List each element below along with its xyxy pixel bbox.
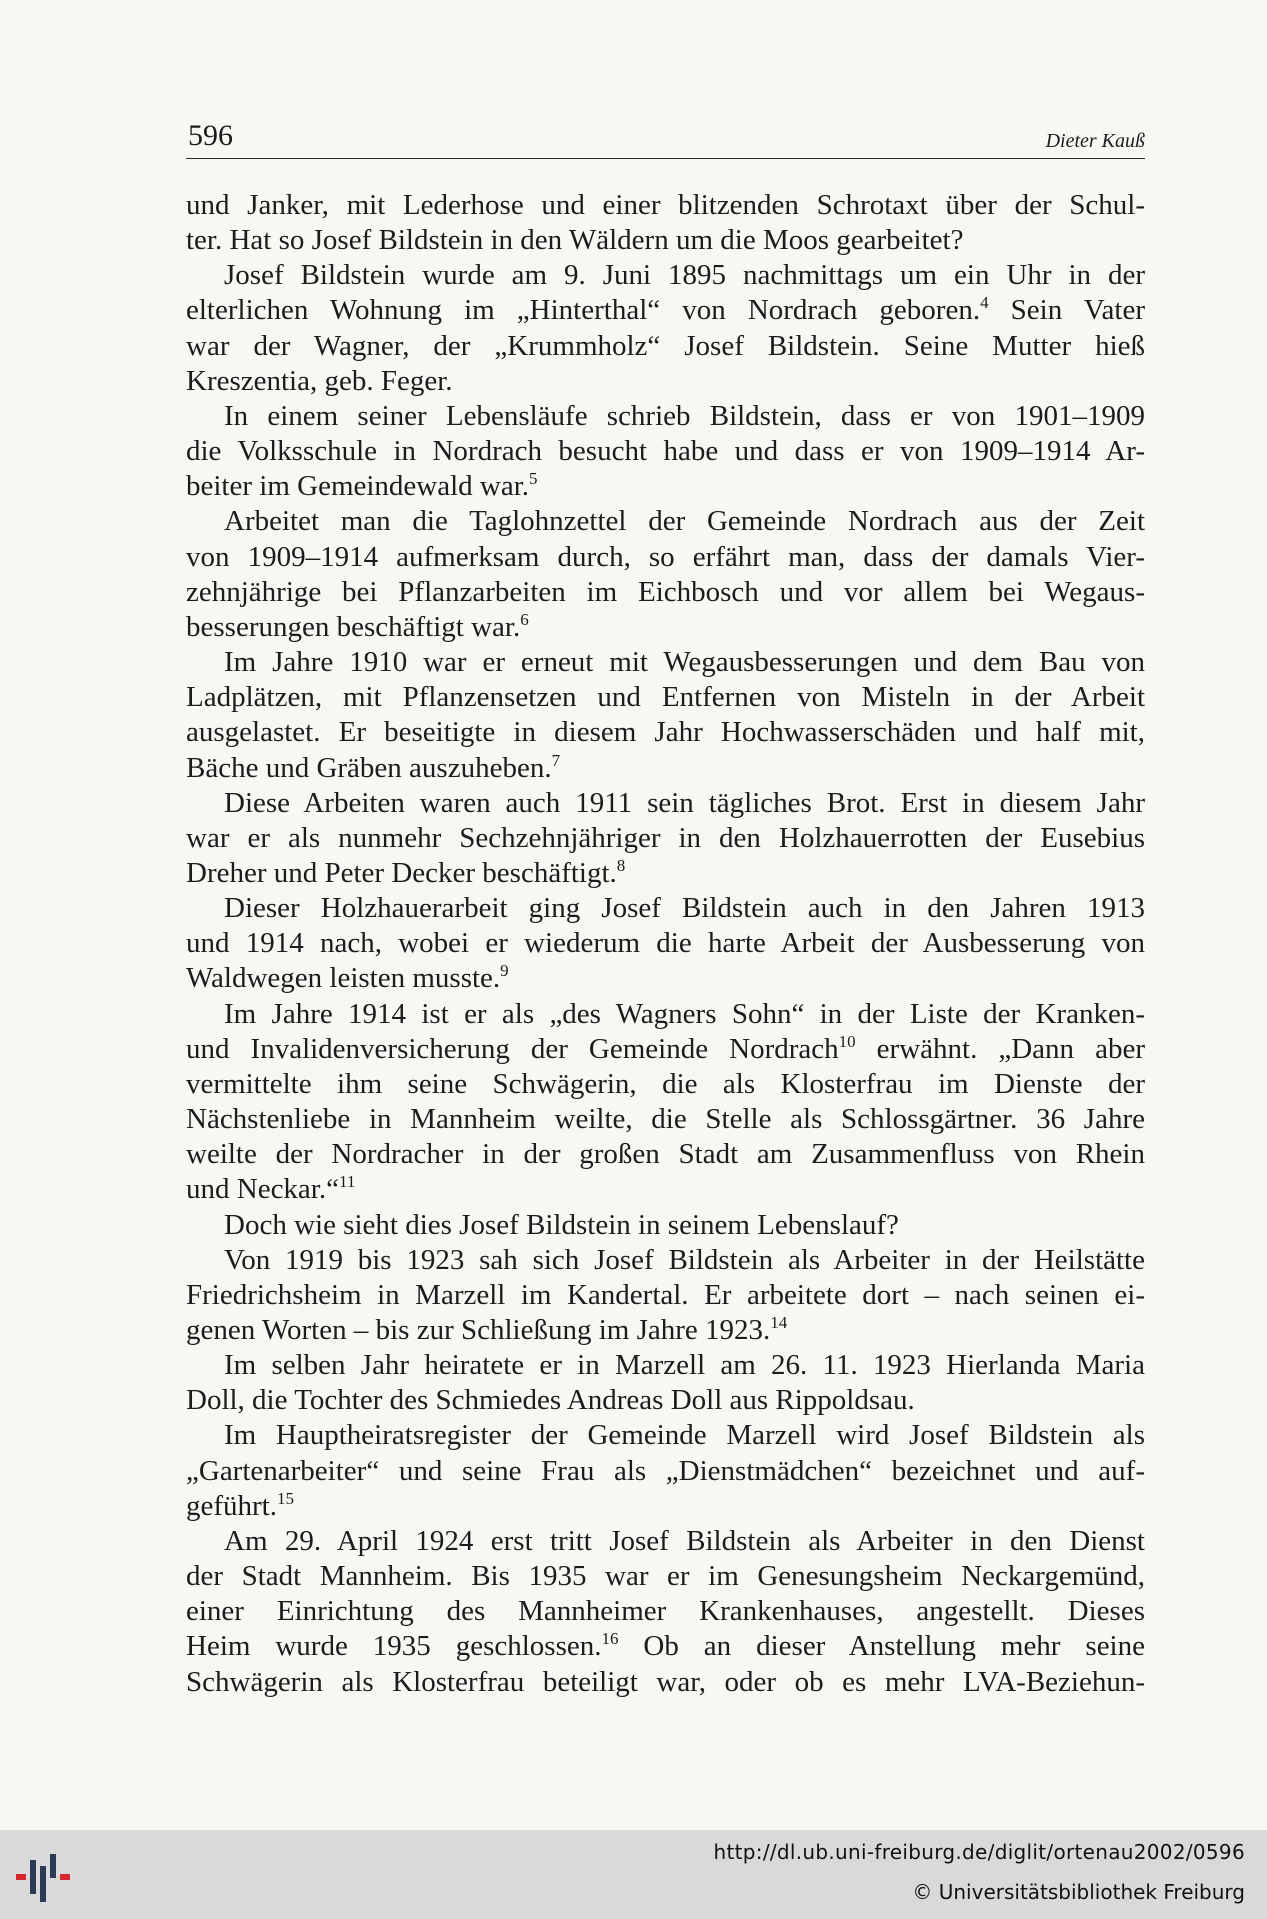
text-line: ausgelastet. Er beseitigte in diesem Jahr Hochwasserschäden und half mit, xyxy=(186,716,1145,749)
page-header xyxy=(186,118,1145,159)
running-head-author: Dieter Kauß xyxy=(1045,130,1145,152)
footnote-ref[interactable]: 5 xyxy=(529,469,538,489)
text-line: die Volksschule in Nordrach besucht habe und dass er von 1909–1914 Ar- xyxy=(186,435,1145,468)
text-line: weilte der Nordracher in der großen Stadt am Zusammenfluss von Rhein xyxy=(186,1138,1145,1171)
text-line: Von 1919 bis 1923 sah sich Josef Bildstein als Arbeiter in der Heilstätte xyxy=(224,1243,1145,1276)
text-line: Diese Arbeiten waren auch 1911 sein tägliches Brot. Erst in diesem Jahr xyxy=(224,786,1145,819)
paragraph xyxy=(186,1208,1145,1243)
footnote-ref[interactable]: 15 xyxy=(277,1488,294,1508)
text-line: Ob an dieser Anstellung mehr seine xyxy=(618,1630,1145,1663)
text-line: und Invalidenversicherung der Gemeinde Nordrach xyxy=(186,1032,839,1065)
text-line: Am 29. April 1924 erst tritt Josef Bildstein als Arbeiter in den Dienst xyxy=(224,1524,1145,1557)
footnote-ref[interactable]: 9 xyxy=(500,961,509,981)
text-line: und Neckar.“ xyxy=(186,1173,339,1206)
text-line: von 1909–1914 aufmerksam durch, so erfährt man, dass der damals Vier- xyxy=(186,540,1145,573)
paragraph xyxy=(186,786,1145,891)
text-line: Ladplätzen, mit Pflanzensetzen und Entfernen von Misteln in der Arbeit xyxy=(186,681,1145,714)
text-line-composite xyxy=(186,1629,1145,1664)
paragraph xyxy=(186,1348,1145,1418)
paragraph xyxy=(186,997,1145,1208)
source-url-link[interactable]: http://dl.ub.uni-freiburg.de/diglit/ortenau2002/0596 xyxy=(713,1840,1245,1864)
text-line: Im Hauptheiratsregister der Gemeinde Marzell wird Josef Bildstein als xyxy=(224,1419,1145,1452)
text-line: ter. Hat so Josef Bildstein in den Wäldern um die Moos gearbeitet? xyxy=(186,224,964,257)
text-line: elterlichen Wohnung im „Hinterthal“ von Nordrach geboren. xyxy=(186,294,981,327)
paragraph xyxy=(186,1418,1145,1523)
text-line: Im Jahre 1914 ist er als „des Wagners Sohn“ in der Liste der Kranken- xyxy=(224,997,1145,1030)
text-line: und 1914 nach, wobei er wiederum die harte Arbeit der Ausbesserung von xyxy=(186,927,1145,960)
text-line: und Janker, mit Lederhose und einer blitzenden Schrotaxt über der Schul- xyxy=(186,189,1145,221)
text-line: Arbeitet man die Taglohnzettel der Gemeinde Nordrach aus der Zeit xyxy=(224,505,1145,538)
page-number: 596 xyxy=(188,119,233,152)
text-line: zehnjährige bei Pflanzarbeiten im Eichbosch und vor allem bei Wegaus- xyxy=(186,575,1145,608)
text-line: Schwägerin als Klosterfrau beteiligt war, oder ob es mehr LVA-Beziehun- xyxy=(186,1665,1145,1698)
text-line: war er als nunmehr Sechzehnjähriger in den Holzhauerrotten der Eusebius xyxy=(186,821,1145,854)
footnote-ref[interactable]: 11 xyxy=(339,1172,356,1192)
footnote-ref[interactable]: 14 xyxy=(770,1313,788,1332)
copyright-notice: © Universitätsbibliothek Freiburg xyxy=(912,1880,1245,1904)
text-line: der Stadt Mannheim. Bis 1935 war er im Genesungsheim Neckargemünd, xyxy=(186,1560,1145,1593)
paragraph xyxy=(186,1524,1145,1700)
text-line: Nächstenliebe in Mannheim weilte, die Stelle als Schlossgärtner. 36 Jahre xyxy=(186,1103,1145,1136)
paragraph xyxy=(186,891,1145,996)
footnote-ref[interactable]: 16 xyxy=(601,1629,619,1649)
digitization-footer xyxy=(0,1830,1267,1919)
library-logo-icon xyxy=(16,1852,78,1902)
text-line: Waldwegen leisten musste. xyxy=(186,962,501,995)
text-line: war der Wagner, der „Krummholz“ Josef Bildstein. Seine Mutter hieß xyxy=(186,329,1145,362)
text-line: genen Worten – bis zur Schließung im Jahre 1923. xyxy=(186,1314,771,1346)
paragraph xyxy=(186,188,1145,258)
text-line: Josef Bildstein wurde am 9. Juni 1895 nachmittags um ein Uhr in der xyxy=(224,259,1145,292)
text-line: Friedrichsheim in Marzell im Kandertal. Er arbeitete dort – nach seinen ei- xyxy=(186,1278,1145,1311)
text-line-composite xyxy=(186,293,1145,328)
text-line: Dieser Holzhauerarbeit ging Josef Bildstein auch in den Jahren 1913 xyxy=(224,892,1145,925)
footnote-ref[interactable]: 6 xyxy=(520,609,529,629)
text-line-composite xyxy=(186,1032,1145,1067)
footnote-ref[interactable]: 4 xyxy=(980,293,989,313)
text-line: Dreher und Peter Decker beschäftigt. xyxy=(186,856,617,889)
text-line: vermittelte ihm seine Schwägerin, die als Klosterfrau im Dienste der xyxy=(186,1067,1145,1100)
paragraph xyxy=(186,504,1145,645)
text-line: Im Jahre 1910 war er erneut mit Wegausbesserungen und dem Bau von xyxy=(224,646,1145,679)
text-line: erwähnt. „Dann aber xyxy=(855,1032,1145,1065)
text-line: geführt. xyxy=(186,1489,277,1522)
paragraph xyxy=(186,645,1145,786)
text-line: „Gartenarbeiter“ und seine Frau als „Dienstmädchen“ bezeichnet und auf- xyxy=(186,1454,1145,1487)
footnote-ref[interactable]: 10 xyxy=(838,1031,856,1051)
text-line: Kreszentia, geb. Feger. xyxy=(186,364,453,397)
paragraph xyxy=(186,258,1145,399)
text-line: Doll, die Tochter des Schmiedes Andreas Doll aus Rippoldsau. xyxy=(186,1384,915,1417)
text-line: einer Einrichtung des Mannheimer Krankenhauses, angestellt. Dieses xyxy=(186,1595,1145,1628)
text-line: Doch wie sieht dies Josef Bildstein in seinem Lebenslauf? xyxy=(224,1208,899,1241)
text-line: Sein Vater xyxy=(988,294,1145,327)
text-line: besserungen beschäftigt war. xyxy=(186,610,521,643)
text-line: Im selben Jahr heiratete er in Marzell am 26. 11. 1923 Hierlanda Maria xyxy=(224,1349,1145,1382)
text-line: beiter im Gemeindewald war. xyxy=(186,470,530,503)
footnote-ref[interactable]: 8 xyxy=(616,855,626,875)
text-line: Heim wurde 1935 geschlossen. xyxy=(186,1630,602,1663)
body-text xyxy=(186,188,1145,1700)
text-line: In einem seiner Lebensläufe schrieb Bildstein, dass er von 1901–1909 xyxy=(224,399,1145,432)
paragraph xyxy=(186,399,1145,504)
footnote-ref[interactable]: 7 xyxy=(551,750,561,770)
paragraph xyxy=(186,1243,1145,1348)
text-line: Bäche und Gräben auszuheben. xyxy=(186,751,552,784)
